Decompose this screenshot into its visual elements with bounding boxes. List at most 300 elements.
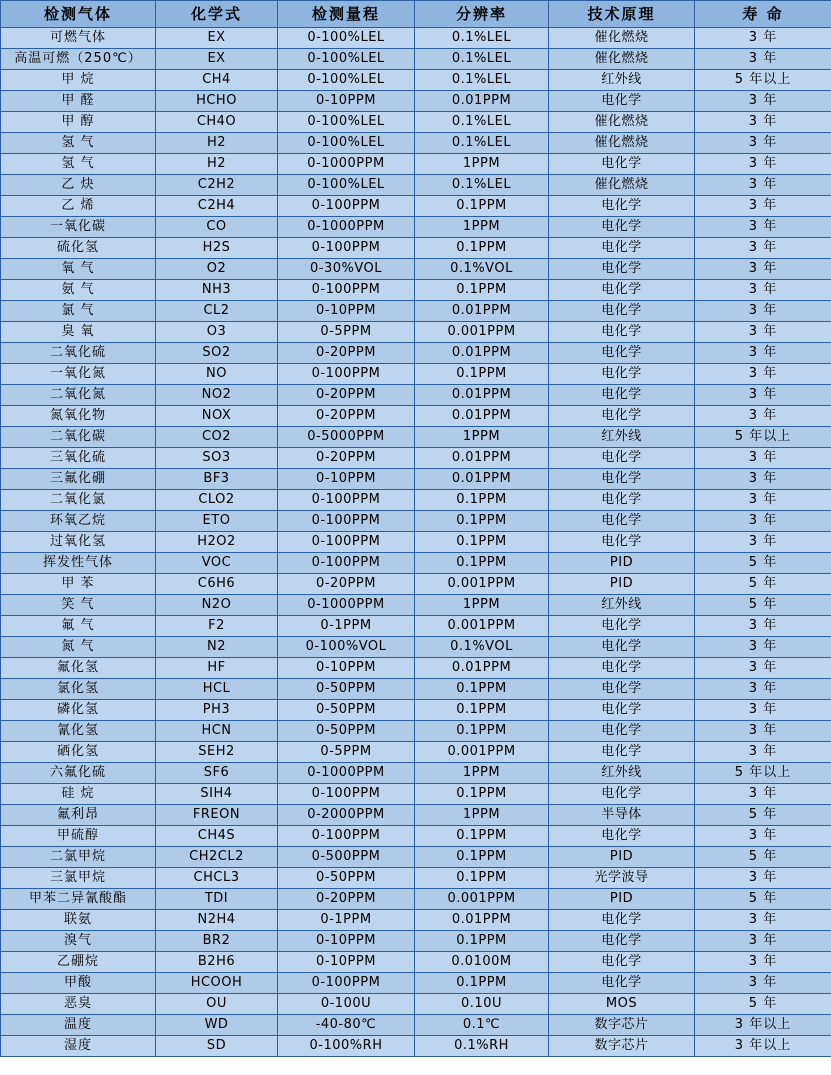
cell-gas-name: 硒化氢 (1, 742, 156, 763)
cell-detection-range: 0-10PPM (278, 658, 415, 679)
table-row (1, 931, 831, 952)
cell-detection-range: 0-1000PPM (278, 763, 415, 784)
cell-technical-principle: 电化学 (549, 469, 695, 490)
cell-resolution: 1PPM (415, 763, 549, 784)
cell-lifetime: 3 年以上 (695, 1015, 831, 1036)
cell-technical-principle: 电化学 (549, 532, 695, 553)
cell-technical-principle: 电化学 (549, 910, 695, 931)
cell-detection-range: 0-30%VOL (278, 259, 415, 280)
cell-chemical-formula: BR2 (156, 931, 278, 952)
cell-resolution: 0.001PPM (415, 322, 549, 343)
cell-lifetime: 3 年 (695, 658, 831, 679)
cell-technical-principle: 催化燃烧 (549, 133, 695, 154)
cell-detection-range: 0-20PPM (278, 574, 415, 595)
cell-lifetime: 3 年 (695, 931, 831, 952)
cell-gas-name: 一氧化碳 (1, 217, 156, 238)
cell-resolution: 0.01PPM (415, 343, 549, 364)
cell-detection-range: 0-100%LEL (278, 28, 415, 49)
cell-technical-principle: 催化燃烧 (549, 112, 695, 133)
cell-chemical-formula: O3 (156, 322, 278, 343)
cell-detection-range: 0-1PPM (278, 910, 415, 931)
cell-chemical-formula: WD (156, 1015, 278, 1036)
cell-resolution: 0.01PPM (415, 469, 549, 490)
cell-technical-principle: 电化学 (549, 91, 695, 112)
cell-gas-name: 温度 (1, 1015, 156, 1036)
cell-gas-name: 氟利昂 (1, 805, 156, 826)
cell-chemical-formula: SF6 (156, 763, 278, 784)
cell-lifetime: 3 年 (695, 406, 831, 427)
table-row (1, 322, 831, 343)
cell-detection-range: 0-5PPM (278, 322, 415, 343)
cell-chemical-formula: BF3 (156, 469, 278, 490)
cell-resolution: 0.01PPM (415, 385, 549, 406)
cell-chemical-formula: CH2CL2 (156, 847, 278, 868)
cell-detection-range: 0-50PPM (278, 679, 415, 700)
cell-detection-range: 0-100%LEL (278, 175, 415, 196)
cell-chemical-formula: OU (156, 994, 278, 1015)
cell-gas-name: 挥发性气体 (1, 553, 156, 574)
cell-gas-name: 甲 苯 (1, 574, 156, 595)
table-row (1, 1015, 831, 1036)
cell-gas-name: 甲 醛 (1, 91, 156, 112)
cell-resolution: 0.1%LEL (415, 175, 549, 196)
table-row (1, 469, 831, 490)
cell-technical-principle: 电化学 (549, 637, 695, 658)
cell-chemical-formula: C6H6 (156, 574, 278, 595)
cell-technical-principle: 电化学 (549, 448, 695, 469)
cell-lifetime: 3 年 (695, 112, 831, 133)
cell-gas-name: 乙 炔 (1, 175, 156, 196)
cell-gas-name: 甲苯二异氰酸酯 (1, 889, 156, 910)
cell-gas-name: 恶臭 (1, 994, 156, 1015)
table-row (1, 364, 831, 385)
cell-detection-range: 0-100PPM (278, 280, 415, 301)
cell-chemical-formula: HCL (156, 679, 278, 700)
cell-chemical-formula: HCN (156, 721, 278, 742)
cell-resolution: 0.1%LEL (415, 133, 549, 154)
cell-technical-principle: 光学波导 (549, 868, 695, 889)
cell-gas-name: 二氯甲烷 (1, 847, 156, 868)
cell-gas-name: 硅 烷 (1, 784, 156, 805)
cell-technical-principle: 数字芯片 (549, 1015, 695, 1036)
cell-lifetime: 5 年以上 (695, 763, 831, 784)
cell-technical-principle: 电化学 (549, 217, 695, 238)
header-row (1, 1, 831, 28)
cell-chemical-formula: VOC (156, 553, 278, 574)
cell-resolution: 0.01PPM (415, 448, 549, 469)
cell-resolution: 0.01PPM (415, 910, 549, 931)
cell-technical-principle: 电化学 (549, 973, 695, 994)
cell-resolution: 0.1PPM (415, 700, 549, 721)
column-header-formula: 化学式 (156, 1, 278, 28)
cell-gas-name: 甲 烷 (1, 70, 156, 91)
cell-gas-name: 联氨 (1, 910, 156, 931)
table-row (1, 112, 831, 133)
cell-chemical-formula: PH3 (156, 700, 278, 721)
cell-chemical-formula: N2H4 (156, 910, 278, 931)
cell-resolution: 1PPM (415, 595, 549, 616)
cell-resolution: 0.01PPM (415, 658, 549, 679)
cell-resolution: 0.1PPM (415, 721, 549, 742)
cell-chemical-formula: CO2 (156, 427, 278, 448)
table-row (1, 847, 831, 868)
cell-lifetime: 3 年 (695, 154, 831, 175)
table-body (1, 28, 831, 1057)
cell-gas-name: 湿度 (1, 1036, 156, 1057)
cell-resolution: 0.1%LEL (415, 70, 549, 91)
cell-resolution: 0.01PPM (415, 406, 549, 427)
cell-technical-principle: 催化燃烧 (549, 175, 695, 196)
cell-technical-principle: 电化学 (549, 952, 695, 973)
cell-gas-name: 硫化氢 (1, 238, 156, 259)
cell-chemical-formula: H2 (156, 154, 278, 175)
cell-chemical-formula: HCOOH (156, 973, 278, 994)
cell-chemical-formula: F2 (156, 616, 278, 637)
cell-resolution: 0.1%RH (415, 1036, 549, 1057)
cell-chemical-formula: CH4S (156, 826, 278, 847)
cell-gas-name: 乙 烯 (1, 196, 156, 217)
cell-chemical-formula: C2H4 (156, 196, 278, 217)
table-row (1, 595, 831, 616)
cell-gas-name: 一氧化氮 (1, 364, 156, 385)
table-row (1, 532, 831, 553)
cell-technical-principle: 电化学 (549, 616, 695, 637)
cell-technical-principle: PID (549, 574, 695, 595)
table-row (1, 553, 831, 574)
table-header (1, 1, 831, 28)
cell-detection-range: 0-20PPM (278, 448, 415, 469)
cell-lifetime: 3 年 (695, 721, 831, 742)
cell-gas-name: 磷化氢 (1, 700, 156, 721)
cell-technical-principle: 电化学 (549, 742, 695, 763)
cell-detection-range: 0-100PPM (278, 490, 415, 511)
table-row (1, 889, 831, 910)
cell-lifetime: 3 年 (695, 469, 831, 490)
cell-chemical-formula: SIH4 (156, 784, 278, 805)
cell-lifetime: 3 年 (695, 616, 831, 637)
cell-chemical-formula: SO2 (156, 343, 278, 364)
table-row (1, 427, 831, 448)
cell-detection-range: 0-20PPM (278, 385, 415, 406)
cell-technical-principle: 催化燃烧 (549, 49, 695, 70)
cell-detection-range: -40-80℃ (278, 1015, 415, 1036)
cell-detection-range: 0-50PPM (278, 721, 415, 742)
table-row (1, 28, 831, 49)
cell-lifetime: 3 年 (695, 490, 831, 511)
cell-detection-range: 0-100U (278, 994, 415, 1015)
cell-chemical-formula: C2H2 (156, 175, 278, 196)
cell-gas-name: 六氟化硫 (1, 763, 156, 784)
cell-technical-principle: PID (549, 889, 695, 910)
cell-lifetime: 3 年 (695, 868, 831, 889)
cell-lifetime: 5 年以上 (695, 70, 831, 91)
table-row (1, 679, 831, 700)
cell-lifetime: 3 年 (695, 679, 831, 700)
cell-resolution: 0.1%LEL (415, 28, 549, 49)
table-row (1, 217, 831, 238)
cell-detection-range: 0-10PPM (278, 931, 415, 952)
cell-lifetime: 3 年 (695, 175, 831, 196)
cell-technical-principle: 电化学 (549, 679, 695, 700)
cell-lifetime: 3 年 (695, 91, 831, 112)
cell-technical-principle: 催化燃烧 (549, 28, 695, 49)
cell-detection-range: 0-50PPM (278, 700, 415, 721)
table-row (1, 406, 831, 427)
cell-gas-name: 氢 气 (1, 154, 156, 175)
cell-technical-principle: 电化学 (549, 259, 695, 280)
cell-detection-range: 0-20PPM (278, 343, 415, 364)
table-row (1, 721, 831, 742)
table-row (1, 658, 831, 679)
table-row (1, 910, 831, 931)
cell-gas-name: 氯 气 (1, 301, 156, 322)
table-row (1, 952, 831, 973)
cell-resolution: 0.1℃ (415, 1015, 549, 1036)
cell-detection-range: 0-100PPM (278, 238, 415, 259)
cell-resolution: 0.1PPM (415, 196, 549, 217)
table-row (1, 511, 831, 532)
cell-resolution: 0.1%LEL (415, 112, 549, 133)
table-row (1, 91, 831, 112)
cell-gas-name: 三氯甲烷 (1, 868, 156, 889)
cell-technical-principle: 电化学 (549, 301, 695, 322)
cell-lifetime: 3 年 (695, 742, 831, 763)
cell-detection-range: 0-100%LEL (278, 133, 415, 154)
cell-technical-principle: 电化学 (549, 700, 695, 721)
cell-chemical-formula: H2S (156, 238, 278, 259)
cell-chemical-formula: SD (156, 1036, 278, 1057)
cell-technical-principle: 电化学 (549, 721, 695, 742)
cell-detection-range: 0-5PPM (278, 742, 415, 763)
cell-technical-principle: 红外线 (549, 595, 695, 616)
cell-resolution: 0.1%LEL (415, 49, 549, 70)
cell-resolution: 0.1PPM (415, 679, 549, 700)
cell-lifetime: 3 年 (695, 259, 831, 280)
cell-gas-name: 臭 氧 (1, 322, 156, 343)
cell-chemical-formula: CL2 (156, 301, 278, 322)
cell-chemical-formula: EX (156, 49, 278, 70)
cell-gas-name: 二氧化氯 (1, 490, 156, 511)
cell-technical-principle: 电化学 (549, 385, 695, 406)
cell-technical-principle: 电化学 (549, 784, 695, 805)
cell-gas-name: 笑 气 (1, 595, 156, 616)
table-row (1, 973, 831, 994)
cell-detection-range: 0-100PPM (278, 826, 415, 847)
cell-detection-range: 0-10PPM (278, 301, 415, 322)
cell-chemical-formula: CH4 (156, 70, 278, 91)
cell-lifetime: 3 年 (695, 511, 831, 532)
table-row (1, 1036, 831, 1057)
table-row (1, 196, 831, 217)
cell-chemical-formula: N2 (156, 637, 278, 658)
table-row (1, 742, 831, 763)
cell-technical-principle: 电化学 (549, 826, 695, 847)
cell-detection-range: 0-100%LEL (278, 49, 415, 70)
cell-technical-principle: MOS (549, 994, 695, 1015)
cell-technical-principle: 电化学 (549, 406, 695, 427)
cell-detection-range: 0-100PPM (278, 784, 415, 805)
cell-detection-range: 0-1000PPM (278, 154, 415, 175)
cell-lifetime: 3 年 (695, 910, 831, 931)
table-row (1, 763, 831, 784)
cell-lifetime: 3 年 (695, 238, 831, 259)
cell-detection-range: 0-10PPM (278, 91, 415, 112)
cell-lifetime: 3 年 (695, 196, 831, 217)
cell-gas-name: 乙硼烷 (1, 952, 156, 973)
cell-lifetime: 5 年 (695, 595, 831, 616)
cell-detection-range: 0-100PPM (278, 196, 415, 217)
cell-resolution: 0.001PPM (415, 742, 549, 763)
cell-chemical-formula: CO (156, 217, 278, 238)
cell-gas-name: 氮氧化物 (1, 406, 156, 427)
cell-resolution: 0.001PPM (415, 889, 549, 910)
cell-lifetime: 5 年 (695, 847, 831, 868)
cell-detection-range: 0-100PPM (278, 532, 415, 553)
cell-resolution: 0.1PPM (415, 364, 549, 385)
cell-chemical-formula: TDI (156, 889, 278, 910)
cell-technical-principle: 电化学 (549, 343, 695, 364)
cell-resolution: 0.1PPM (415, 784, 549, 805)
cell-detection-range: 0-100PPM (278, 511, 415, 532)
cell-lifetime: 3 年 (695, 826, 831, 847)
table-row (1, 448, 831, 469)
cell-lifetime: 3 年 (695, 973, 831, 994)
cell-technical-principle: 红外线 (549, 763, 695, 784)
cell-lifetime: 3 年以上 (695, 1036, 831, 1057)
table-row (1, 637, 831, 658)
cell-gas-name: 三氟化硼 (1, 469, 156, 490)
cell-technical-principle: 电化学 (549, 322, 695, 343)
cell-lifetime: 3 年 (695, 133, 831, 154)
cell-gas-name: 氟化氢 (1, 658, 156, 679)
cell-gas-name: 二氧化碳 (1, 427, 156, 448)
cell-lifetime: 5 年 (695, 574, 831, 595)
table-row (1, 700, 831, 721)
cell-resolution: 0.1PPM (415, 490, 549, 511)
table-row (1, 343, 831, 364)
cell-technical-principle: 电化学 (549, 196, 695, 217)
cell-lifetime: 3 年 (695, 448, 831, 469)
cell-chemical-formula: NH3 (156, 280, 278, 301)
cell-gas-name: 氰化氢 (1, 721, 156, 742)
cell-resolution: 0.1PPM (415, 826, 549, 847)
cell-gas-name: 甲酸 (1, 973, 156, 994)
cell-chemical-formula: SO3 (156, 448, 278, 469)
column-header-range: 检测量程 (278, 1, 415, 28)
cell-chemical-formula: ETO (156, 511, 278, 532)
cell-resolution: 0.1PPM (415, 511, 549, 532)
cell-resolution: 1PPM (415, 805, 549, 826)
cell-technical-principle: 电化学 (549, 511, 695, 532)
cell-chemical-formula: CH4O (156, 112, 278, 133)
cell-gas-name: 过氧化氢 (1, 532, 156, 553)
cell-resolution: 0.0100M (415, 952, 549, 973)
table-row (1, 805, 831, 826)
cell-technical-principle: 电化学 (549, 154, 695, 175)
cell-chemical-formula: FREON (156, 805, 278, 826)
cell-gas-name: 二氧化氮 (1, 385, 156, 406)
cell-resolution: 1PPM (415, 217, 549, 238)
cell-gas-name: 可燃气体 (1, 28, 156, 49)
cell-gas-name: 高温可燃（250℃） (1, 49, 156, 70)
cell-chemical-formula: CHCL3 (156, 868, 278, 889)
cell-chemical-formula: NO2 (156, 385, 278, 406)
cell-resolution: 1PPM (415, 427, 549, 448)
cell-lifetime: 3 年 (695, 700, 831, 721)
cell-gas-name: 甲硫醇 (1, 826, 156, 847)
cell-resolution: 0.001PPM (415, 574, 549, 595)
cell-lifetime: 3 年 (695, 322, 831, 343)
cell-technical-principle: 电化学 (549, 658, 695, 679)
cell-technical-principle: 电化学 (549, 280, 695, 301)
cell-detection-range: 0-10PPM (278, 469, 415, 490)
cell-detection-range: 0-1000PPM (278, 595, 415, 616)
cell-chemical-formula: NO (156, 364, 278, 385)
cell-lifetime: 3 年 (695, 784, 831, 805)
cell-detection-range: 0-500PPM (278, 847, 415, 868)
cell-resolution: 0.1%VOL (415, 637, 549, 658)
cell-gas-name: 甲 醇 (1, 112, 156, 133)
cell-resolution: 0.01PPM (415, 301, 549, 322)
column-header-lifetime: 寿 命 (695, 1, 831, 28)
cell-gas-name: 溴气 (1, 931, 156, 952)
cell-detection-range: 0-10PPM (278, 952, 415, 973)
cell-technical-principle: 电化学 (549, 238, 695, 259)
cell-chemical-formula: N2O (156, 595, 278, 616)
cell-lifetime: 5 年 (695, 994, 831, 1015)
table-row (1, 826, 831, 847)
table-row (1, 616, 831, 637)
cell-chemical-formula: HCHO (156, 91, 278, 112)
cell-chemical-formula: H2O2 (156, 532, 278, 553)
cell-resolution: 0.1PPM (415, 238, 549, 259)
table-row (1, 385, 831, 406)
cell-chemical-formula: HF (156, 658, 278, 679)
cell-gas-name: 氮 气 (1, 637, 156, 658)
cell-detection-range: 0-100PPM (278, 973, 415, 994)
cell-detection-range: 0-100%LEL (278, 70, 415, 91)
cell-gas-name: 三氧化硫 (1, 448, 156, 469)
cell-gas-name: 环氧乙烷 (1, 511, 156, 532)
cell-detection-range: 0-100%RH (278, 1036, 415, 1057)
cell-chemical-formula: SEH2 (156, 742, 278, 763)
table-row (1, 490, 831, 511)
cell-lifetime: 5 年 (695, 805, 831, 826)
cell-technical-principle: 红外线 (549, 427, 695, 448)
cell-lifetime: 5 年以上 (695, 427, 831, 448)
cell-lifetime: 3 年 (695, 280, 831, 301)
column-header-resolution: 分辨率 (415, 1, 549, 28)
table-row (1, 280, 831, 301)
cell-technical-principle: 电化学 (549, 490, 695, 511)
cell-gas-name: 氟 气 (1, 616, 156, 637)
table-row (1, 574, 831, 595)
cell-gas-name: 氨 气 (1, 280, 156, 301)
cell-technical-principle: 半导体 (549, 805, 695, 826)
column-header-gas: 检测气体 (1, 1, 156, 28)
cell-technical-principle: 数字芯片 (549, 1036, 695, 1057)
cell-resolution: 1PPM (415, 154, 549, 175)
cell-detection-range: 0-1000PPM (278, 217, 415, 238)
cell-detection-range: 0-100PPM (278, 364, 415, 385)
cell-lifetime: 3 年 (695, 49, 831, 70)
cell-lifetime: 3 年 (695, 952, 831, 973)
cell-detection-range: 0-50PPM (278, 868, 415, 889)
cell-resolution: 0.10U (415, 994, 549, 1015)
cell-technical-principle: PID (549, 553, 695, 574)
cell-technical-principle: 电化学 (549, 931, 695, 952)
cell-resolution: 0.1%VOL (415, 259, 549, 280)
